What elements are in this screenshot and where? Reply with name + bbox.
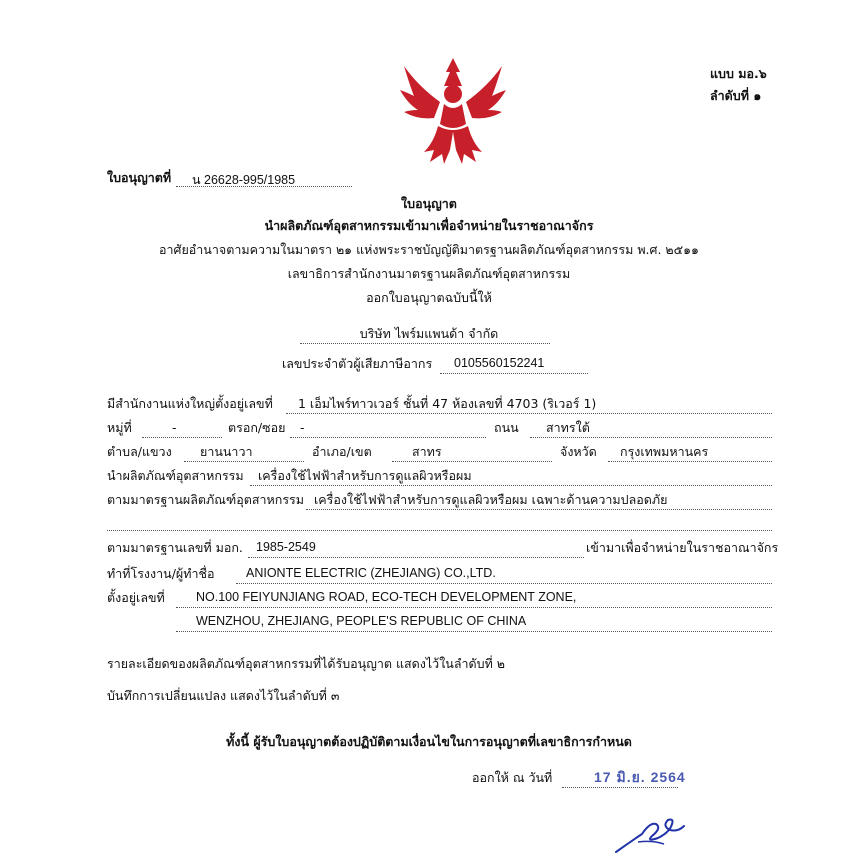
soi-label: ตรอก/ซอย [228, 420, 286, 435]
factory-address-line2: WENZHOU, ZHEJIANG, PEOPLE'S REPUBLIC OF CHINA [196, 614, 527, 628]
issue-date-stamp: 17 มิ.ย. 2564 [594, 769, 686, 785]
standard-value: เครื่องใช้ไฟฟ้าสำหรับการดูแลผิวหรือผม เฉพาะด้านความปลอดภัย [314, 492, 668, 507]
sequence-number: ลำดับที่ ๑ [710, 88, 762, 103]
hq-label: มีสำนักงานแห่งใหญ่ตั้งอยู่เลขที่ [107, 396, 273, 411]
product-label: นำผลิตภัณฑ์อุตสาหกรรม [107, 468, 244, 483]
district-label: อำเภอ/เขต [312, 444, 372, 459]
road-label: ถนน [494, 420, 519, 435]
soi-value: - [300, 420, 305, 435]
dotted-line [142, 437, 222, 438]
authority-line: อาศัยอำนาจตามความในมาตรา ๒๑ แห่งพระราชบัญญัติมาตรฐานผลิตภัณฑ์อุตสาหกรรม พ.ศ. ๒๕๑๑ [159, 242, 699, 257]
dotted-line [290, 437, 486, 438]
subdistrict-label: ตำบล/แขวง [107, 444, 172, 459]
factory-address-label: ตั้งอยู่เลขที่ [107, 590, 165, 605]
changes-note: บันทึกการเปลี่ยนแปลง แสดงไว้ในลำดับที่ ๓ [107, 688, 340, 703]
standard-number-label: ตามมาตรฐานเลขที่ มอก. [107, 540, 243, 555]
issue-date-label: ออกให้ ณ วันที่ [472, 770, 553, 785]
form-code: แบบ มอ.๖ [710, 66, 767, 81]
issued-to-line: ออกใบอนุญาตฉบับนี้ให้ [366, 290, 492, 305]
dotted-line [392, 461, 552, 462]
dotted-line [300, 343, 550, 344]
factory-label: ทำที่โรงงาน/ผู้ทำชื่อ [107, 566, 215, 581]
factory-value: ANIONTE ELECTRIC (ZHEJIANG) CO.,LTD. [246, 566, 496, 580]
subdistrict-value: ยานนาวา [200, 444, 253, 459]
dotted-line [562, 787, 678, 788]
district-value: สาทร [412, 444, 442, 459]
signature [612, 812, 692, 856]
road-value: สาทรใต้ [546, 420, 590, 435]
details-note: รายละเอียดของผลิตภัณฑ์อุตสาหกรรมที่ได้รับอนุญาต แสดงไว้ในลำดับที่ ๒ [107, 656, 506, 671]
dotted-line [107, 530, 772, 531]
secretary-general-line: เลขาธิการสำนักงานมาตรฐานผลิตภัณฑ์อุตสาหกรรม [287, 266, 571, 281]
dotted-line [236, 583, 772, 584]
document-subtitle: นำผลิตภัณฑ์อุตสาหกรรมเข้ามาเพื่อจำหน่ายในราชอาณาจักร [264, 218, 594, 233]
factory-address-line1: NO.100 FEIYUNJIANG ROAD, ECO-TECH DEVELOPMENT ZONE, [196, 590, 577, 604]
hq-value: 1 เอ็มไพร์ทาวเวอร์ ชั้นที่ 47 ห้องเลขที่ 4703 (ริเวอร์ 1) [298, 396, 597, 411]
garuda-emblem-icon [394, 52, 512, 170]
dotted-line [440, 373, 588, 374]
company-name: บริษัท ไพร์มแพนด้า จำกัด [359, 326, 499, 341]
dotted-line [176, 186, 352, 187]
license-number-value: น 26628-995/1985 [192, 173, 296, 187]
dotted-line [286, 413, 772, 414]
import-purpose: เข้ามาเพื่อจำหน่ายในราชอาณาจักร [586, 540, 779, 555]
document-title: ใบอนุญาต [401, 196, 457, 211]
dotted-line [176, 607, 772, 608]
dotted-line [248, 557, 584, 558]
standard-label: ตามมาตรฐานผลิตภัณฑ์อุตสาหกรรม [107, 492, 304, 507]
license-number-label: ใบอนุญาตที่ [107, 170, 172, 185]
dotted-line [250, 485, 772, 486]
province-value: กรุงเทพมหานคร [620, 444, 709, 459]
standard-number-value: 1985-2549 [256, 540, 316, 554]
product-value: เครื่องใช้ไฟฟ้าสำหรับการดูแลผิวหรือผม [258, 468, 472, 483]
dotted-line [306, 509, 772, 510]
tax-id-label: เลขประจำตัวผู้เสียภาษีอากร [282, 356, 433, 371]
dotted-line [184, 461, 304, 462]
moo-label: หมู่ที่ [107, 420, 132, 435]
dotted-line [176, 631, 772, 632]
province-label: จังหวัด [560, 444, 597, 459]
tax-id-value: 0105560152241 [454, 356, 545, 370]
condition-note: ทั้งนี้ ผู้รับใบอนุญาตต้องปฏิบัติตามเงื่อนไขในการอนุญาตที่เลขาธิการกำหนด [226, 734, 632, 749]
moo-value: - [172, 420, 177, 435]
dotted-line [530, 437, 772, 438]
dotted-line [608, 461, 772, 462]
